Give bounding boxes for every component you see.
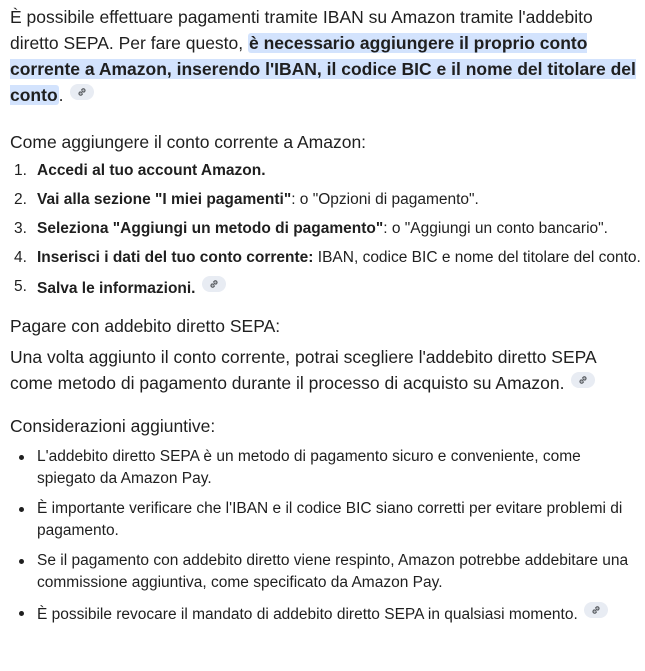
sepa-heading: Pagare con addebito diretto SEPA:: [10, 316, 281, 336]
howto-step: 3. Seleziona "Aggiungi un metodo di pagamento": o "Aggiungi un conto bancario".: [14, 220, 608, 237]
consideration-item: È possibile revocare il mandato di addebito diretto SEPA in qualsiasi momento.: [10, 602, 642, 626]
howto-steps-list: [10, 160, 642, 300]
intro-text: È possibile effettuare pagamenti tramite IBAN su Amazon tramite l'addebito diretto SEPA. Per fare questo,: [10, 7, 593, 53]
bullet-icon: [19, 611, 24, 616]
bullet-icon: [19, 507, 24, 512]
consideration-item: L'addebito diretto SEPA è un metodo di pagamento sicuro e conveniente, come spiegato da Amazon Pay.: [10, 446, 642, 490]
source-link-chip[interactable]: [70, 84, 94, 100]
link-icon: [77, 87, 87, 97]
intro-highlight: è necessario aggiungere il proprio conto corrente a Amazon, inserendo l'IBAN, il codice BIC e il nome del titolare del conto: [10, 33, 636, 105]
sepa-text: Una volta aggiunto il conto corrente, potrai scegliere l'addebito diretto SEPA come metodo di pagamento durante il processo di acquisto su Amazon.: [10, 347, 596, 393]
howto-step: 2. Vai alla sezione "I miei pagamenti": o "Opzioni di pagamento".: [14, 191, 479, 208]
howto-step: 1. Accedi al tuo account Amazon.: [14, 162, 266, 179]
intro-end: .: [58, 85, 64, 105]
howto-heading: Come aggiungere il conto corrente a Amazon:: [10, 132, 367, 152]
howto-step: 5. Salva le informazioni.: [10, 276, 642, 300]
link-icon: [209, 279, 219, 289]
bullet-icon: [19, 455, 24, 460]
answer-content: [10, 4, 642, 634]
link-icon: [591, 605, 601, 615]
consideration-item: Se il pagamento con addebito diretto viene respinto, Amazon potrebbe addebitare una commissione aggiuntiva, come specificato da Amazon Pay.: [10, 550, 642, 594]
bullet-icon: [19, 559, 24, 564]
consideration-item: È importante verificare che l'IBAN e il codice BIC siano corretti per evitare problemi di pagamento.: [10, 498, 642, 542]
considerations-list: [10, 446, 642, 626]
source-link-chip[interactable]: [571, 372, 595, 388]
howto-step: 4. Inserisci i dati del tuo conto corrente: IBAN, codice BIC e nome del titolare del conto.: [14, 249, 641, 266]
source-link-chip[interactable]: [584, 602, 608, 618]
sepa-paragraph: [10, 344, 642, 396]
source-link-chip[interactable]: [202, 276, 226, 292]
considerations-heading: Considerazioni aggiuntive:: [10, 416, 216, 436]
intro-paragraph: [10, 4, 642, 108]
link-icon: [578, 375, 588, 385]
